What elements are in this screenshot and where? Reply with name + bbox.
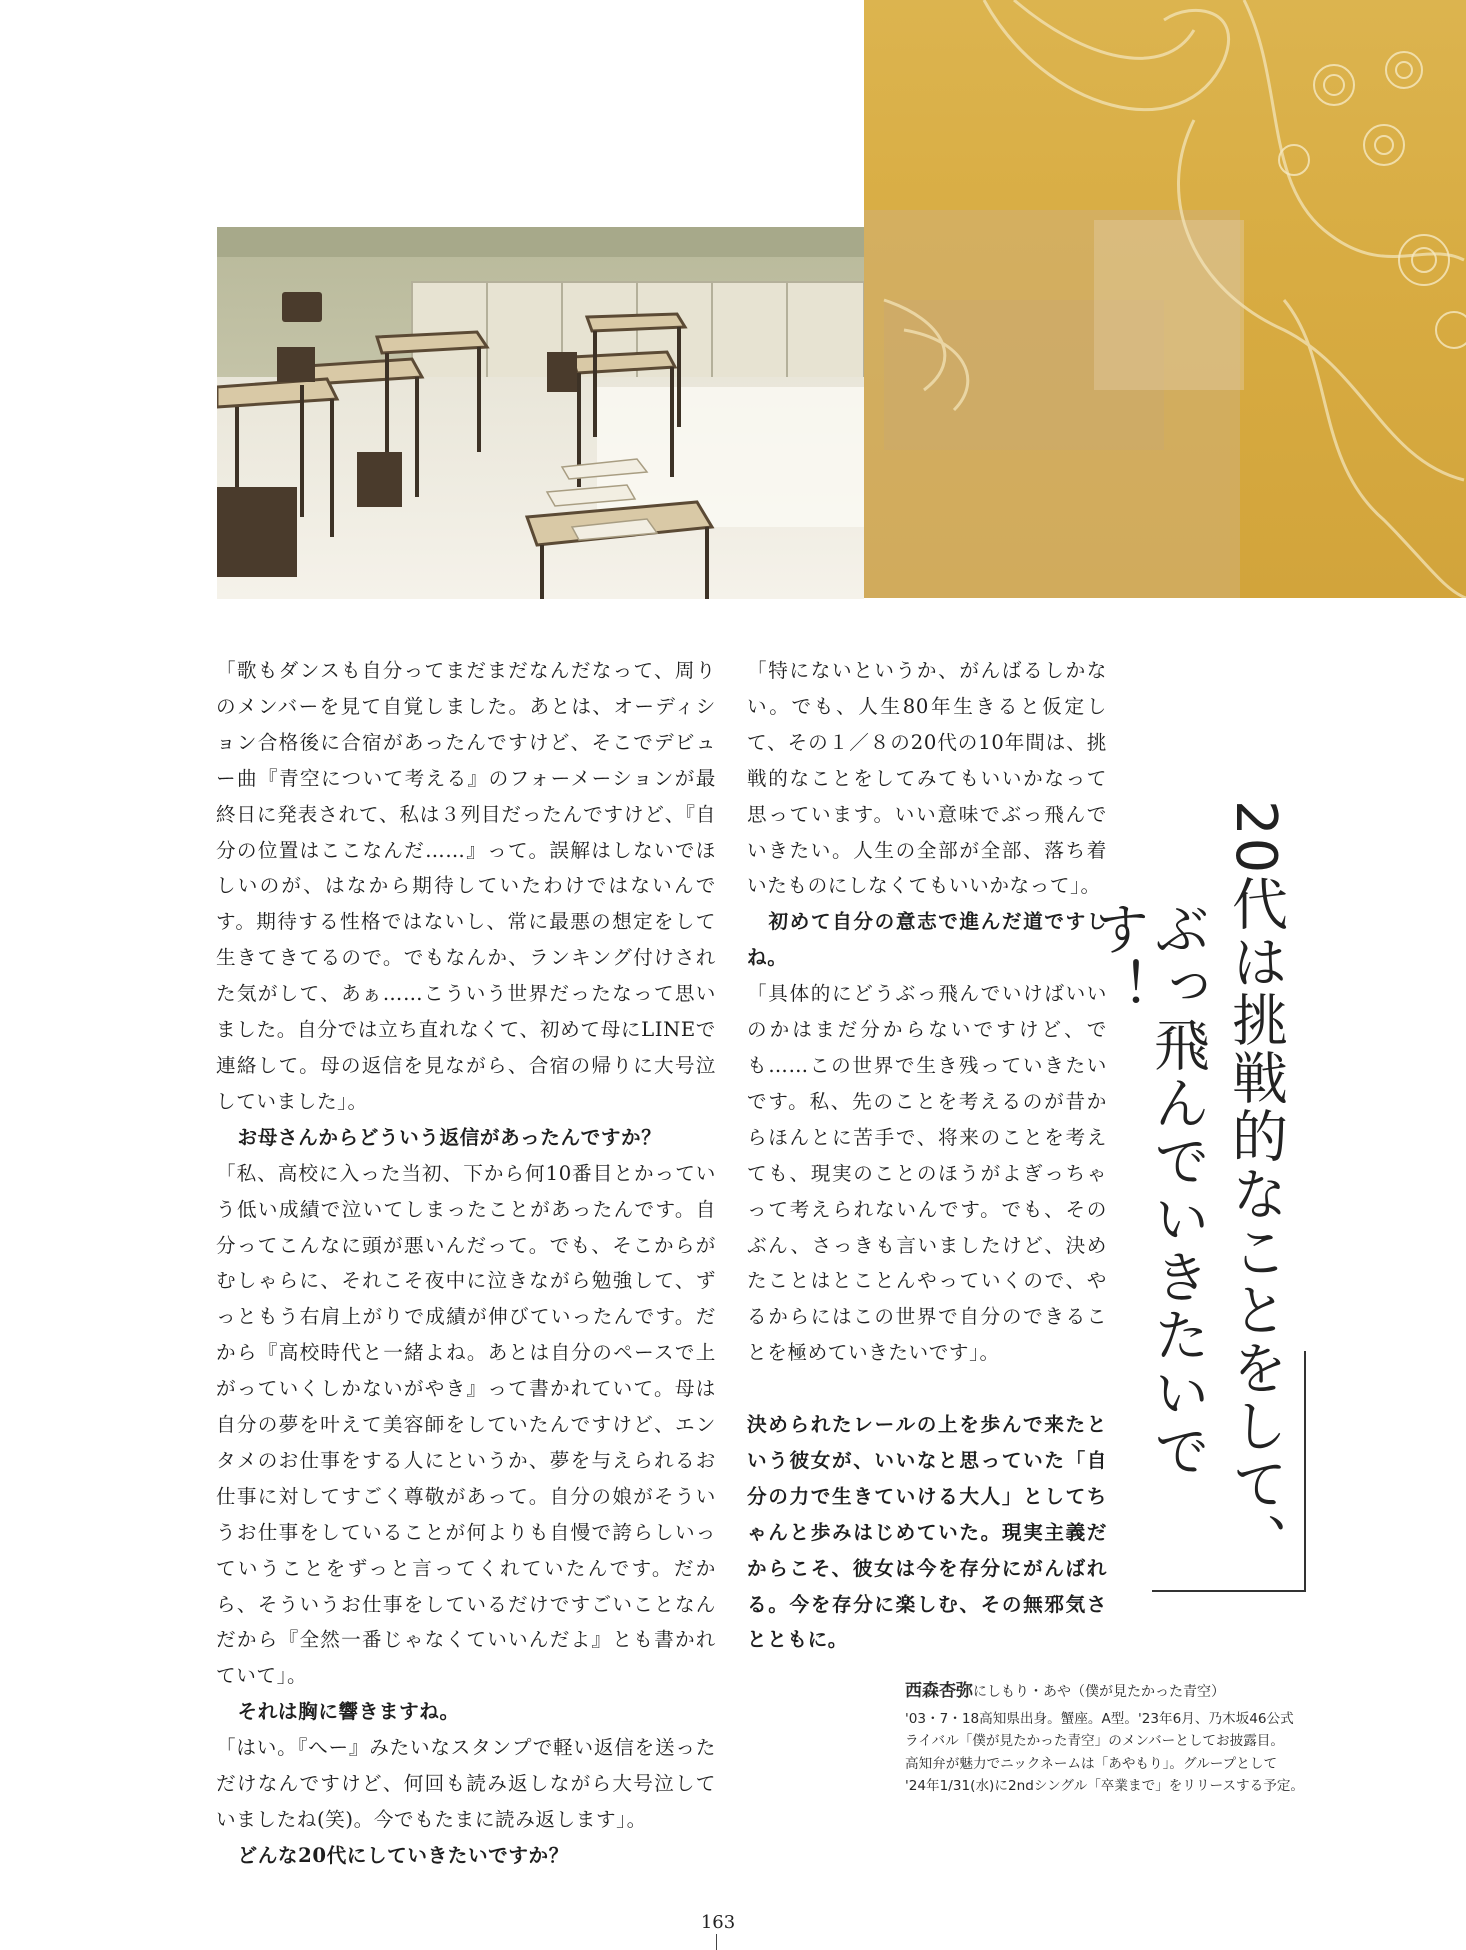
folio-rule — [716, 1934, 717, 1950]
profile-reading: にしもり・あや（僕が見たかった青空） — [973, 1684, 1225, 1700]
interviewer-question: お母さんからどういう返信があったんですか？ — [237, 1125, 662, 1149]
profile-name-line — [905, 1680, 1325, 1704]
classroom-photo — [217, 227, 864, 599]
interview-column-left — [216, 653, 716, 1874]
headline-bracket — [1152, 1385, 1306, 1592]
headline-line-1: 20代は挑戦的なことをして、 — [1223, 800, 1288, 1572]
answer-paragraph: 「私、高校に入った当初、下から何10番目とかっていう低い成績で泣いてしまったことがあったんです。自分ってこんなに頭が悪いんだって。でも、そこからがむしゃらに、それこそ夜中に泣きながら勉強して、ずっともう右肩上がりで成績が伸びていったんです。だから『高校時代と一緒よね。あとは自分のペースで上がっていくしかないがやき』って書かれていて。母は自分の夢を叶えて美容師をしていたんですけど、エンタメのお仕事をする人にというか、夢を与えられるお仕事に対してすごく尊敬があって。自分の娘がそういうお仕事をしていることが何よりも自慢で誇らしいっていうことをずっと言ってくれていたんです。だから、そういうお仕事をしているだけですごいことなんだから『全然一番じゃなくていいんだよ』とも書かれていて」。 — [216, 1161, 716, 1688]
profile-line: 高知弁が魅力でニックネームは「あやもり」。グループとして — [905, 1755, 1278, 1772]
paragraph-gap — [747, 1371, 1107, 1407]
profile-line: ライバル「僕が見たかった青空」のメンバーとしてお披露目。 — [905, 1733, 1284, 1749]
profile-name: 西森杏弥 — [905, 1681, 973, 1701]
answer-paragraph: 「歌もダンスも自分ってまだまだなんだなって、周りのメンバーを見て自覚しました。あとは、オーディション合格後に合宿があったんですけど、そこでデビュー曲『青空について考える』のフォーメーションが最終日に発表されて、私は３列目だったんですけど、『自分の位置はここなんだ……』って。誤解はしないでほしいのが、はなから期待していたわけではないんです。期待する性格ではないし、常に最悪の想定をして生きてきてるので。でもなんか、ランキング付けされた気がして、あぁ……こういう世界だったなって思いました。自分では立ち直れなくて、初めて母にLINEで連絡して。母の返信を見ながら、合宿の帰りに大号泣していました」。 — [216, 659, 716, 1113]
page-number: 163 — [700, 1912, 736, 1933]
closing-paragraph: 決められたレールの上を歩んで来たという彼女が、いいなと思っていた「自分の力で生きていける大人」としてちゃんと歩みはじめていた。現実主義だからこそ、彼女は今を存分にがんばれる。今を存分に楽しむ、その無邪気さとともに。 — [747, 1413, 1107, 1652]
interviewer-question: それは胸に響きますね。 — [237, 1700, 460, 1724]
profile-line: '24年1/31(水)に2ndシングル「卒業まで」をリリースする予定。 — [905, 1778, 1305, 1794]
answer-paragraph: 「はい。『へー』みたいなスタンプで軽い返信を送っただけなんですけど、何回も読み返しながら大号泣していましたね(笑)。今でもたまに読み返します」。 — [216, 1736, 716, 1831]
profile-line: '03・7・18高知県出身。蟹座。A型。'23年6月、乃木坂46公式 — [905, 1710, 1294, 1727]
member-profile — [905, 1680, 1325, 1798]
interviewer-question: どんな20代にしていきたいですか？ — [237, 1843, 569, 1867]
answer-paragraph: 「特にないというか、がんばるしかない。でも、人生80年生きると仮定して、その１／８の20代の10年間は、挑戦的なことをしてみてもいいかなって思っています。いい意味でぶっ飛んでいきたい。人生の全部が全部、落ち着いたものにしなくてもいいかなって」。 — [747, 659, 1107, 898]
headline-line-2: ぶっ飛んでいきたいです！ — [1085, 900, 1210, 1480]
interview-column-right — [747, 653, 1107, 1658]
answer-paragraph: 「具体的にどうぶっ飛んでいけばいいのかはまだ分からないですけど、でも……この世界で生き残っていきたいです。私、先のことを考えるのが昔からほんとに苦手で、将来のことを考えても、現実のことのほうがよぎっちゃって考えられないんです。でも、そのぶん、さっきも言いましたけど、決めたことはとことんやっていくので、やるからにはこの世界で自分のできることを極めていきたいです」。 — [747, 982, 1107, 1365]
gold-decorative-panel — [864, 0, 1466, 598]
interviewer-question: 初めて自分の意志で進んだ道ですしね。 — [747, 910, 1107, 970]
